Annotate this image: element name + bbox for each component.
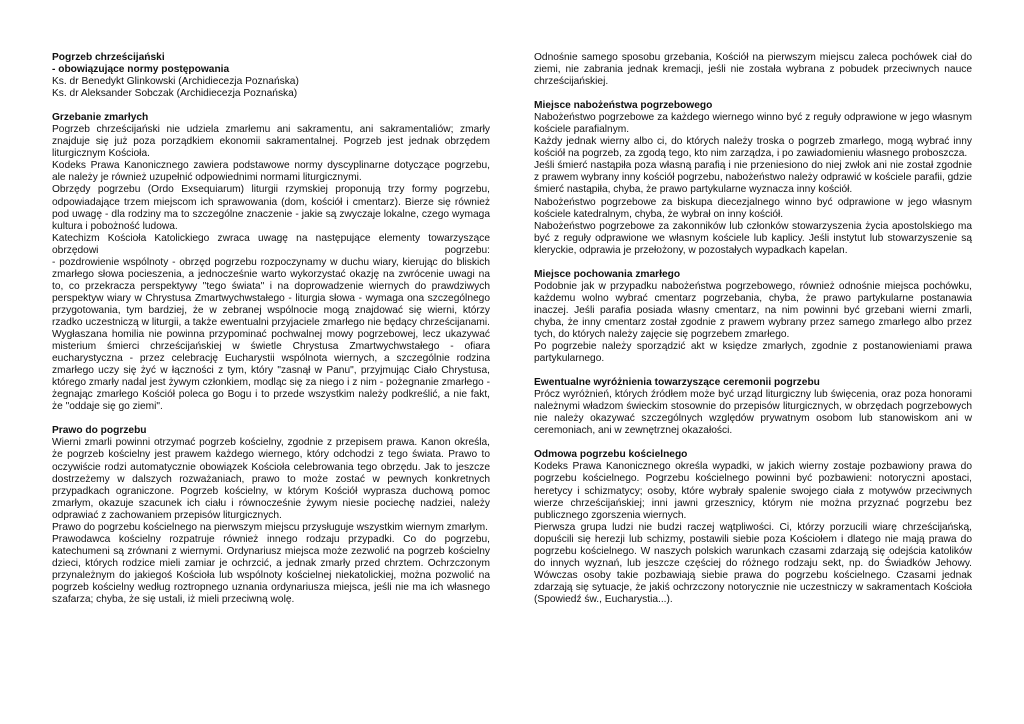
paragraph-nabozenstwo-4: Nabożeństwo pogrzebowe za biskupa diecezjalnego winno być odprawione w jego własnym kościele katedralnym, chyba, że wybrał on inny kościół. [534, 196, 972, 220]
paragraph-prawo-3: Prawodawca kościelny rozpatruje również innego rodzaju przypadki. Co do pogrzebu, katechumeni są zrównani z wiernymi. Ordynariusz miejsca może zezwolić na pogrzeb kościelny dzieci, których rodzice mieli zamiar je ochrzcić, a jednak zmarły przed chrztem. Ochrzczonym przynależnym do jakiegoś Kościoła lub wspólnoty kościelnej niekatolickiej, można pozwolić na pogrzeb kościelny według roztropnego uznania ordynariusza miejsca, jeśli nie ma ich własnego szafarza; chyba, że się ustali, iż mieli przeciwną wolę. [52, 533, 490, 606]
author-2: Ks. dr Aleksander Sobczak (Archidiecezja Poznańska) [52, 88, 298, 100]
document-title-line2: - obowiązujące normy postępowania [52, 64, 230, 76]
paragraph-grzebanie-1: Pogrzeb chrześcijański nie udziela zmarłemu ani sakramentu, ani sakramentaliów; zmarły znajduje się już poza porządkiem ekonomii sakramentalnej. Pogrzeb jest jednak obrzędem liturgicznym Kościoła. [52, 124, 490, 160]
spacer [534, 88, 972, 100]
paragraph-wyroznienia-1: Prócz wyróżnień, których źródłem może być urząd liturgiczny lub święcenia, oraz poza honorami należnymi władzom świeckim stosownie do przepisów liturgicznych, w obrzędach pogrzebowych nie należy okazywać szczególnych względów prywatnym osobom lub stanowiskom ani w ceremoniach, ani w zewnętrznej okazałości. [534, 389, 972, 437]
heading-wyroznienia: Ewentualne wyróżnienia towarzyszące ceremonii pogrzebu [534, 377, 820, 389]
spacer [52, 100, 490, 112]
paragraph-odmowa-1: Kodeks Prawa Kanonicznego określa wypadki, w jakich wierny zostaje pozbawiony prawa do pogrzebu kościelnego. Pogrzebu kościelnego powinni być pozbawieni: notoryczni apostaci, heretycy i schizmatycy; osoby, które wybrały spalenie swojego ciała z motywów przeciwnych wierze chrześcijańskiej; inni jawni grzesznicy, którym nie można przyznać pogrzebu bez publicznego zgorszenia wiernych. [534, 461, 972, 521]
paragraph-pochowanie-2: Po pogrzebie należy sporządzić akt w księdze zmarłych, zgodnie z postanowieniami prawa partykularnego. [534, 341, 972, 365]
paragraph-prawo-2: Prawo do pogrzebu kościelnego na pierwszym miejscu przysługuje wszystkim wiernym zmarłym. [52, 521, 488, 533]
spacer [534, 437, 972, 449]
paragraph-prawo-1: Wierni zmarli powinni otrzymać pogrzeb kościelny, zgodnie z przepisem prawa. Kanon określa, że pogrzeb kościelny jest prawem każdego wiernego, który odchodzi z tego świata. Prawo to oczywiście rodzi automatycznie obowiązek Kościoła celebrowania tego obrzędu. Jak to jeszcze dostrzeżemy w dalszych rozważaniach, prawo to może zostać w pewnych konkretnych przypadkach ograniczone. Pogrzeb kościelny, w którym Kościół wyprasza duchową pomoc zmarłym, okazuje szacunek ich ciału i równocześnie żywym niesie pociechę nadziei, należy odprawiać z zachowaniem przepisów liturgicznych. [52, 437, 490, 521]
paragraph-grzebanie-3: Obrzędy pogrzebu (Ordo Exsequiarum) liturgii rzymskiej proponują trzy formy pogrzebu, odpowiadające trzem miejscom ich sprawowania (dom, kościół i cmentarz). Bierze się również pod uwagę - dla rodziny ma to szczególne znaczenie - jakie są zwyczaje lokalne, czego wymaga kultura i pobożność ludowa. [52, 184, 490, 232]
heading-miejsce-pochowania: Miejsce pochowania zmarłego [534, 268, 681, 280]
paragraph-sposob-1: Odnośnie samego sposobu grzebania, Kościół na pierwszym miejscu zaleca pochówek ciał do ziemi, nie zabrania jednak kremacji, jeśli nie została wybrana z pobudek przeciwnych nauce chrześcijańskiej. [534, 52, 972, 88]
paragraph-grzebanie-4a: Katechizm Kościoła Katolickiego zwraca uwagę na następujące elementy towarzyszące obrzędowi pogrzebu: [52, 232, 490, 256]
paragraph-grzebanie-4b: - pozdrowienie wspólnoty - obrzęd pogrzebu rozpoczynamy w duchu wiary, kierując do bliskich zmarłego słowa pocieszenia, a jednocześnie warto wykorzystać okazję na zwrócenie uwagi na to, co przekracza perspektywy "tego świata" i na doprowadzenie wiernych do prawdziwych perspektyw wiary w Chrystusa Zmartwychwstałego - liturgia słowa - wymaga ona szczególnego przygotowania, tym bardziej, że w zebranej wspólnocie mogą znajdować się wierni, którzy rzadko uczestniczą w liturgii, a także ewentualni przyjaciele zmarłego nie będący chrześcijanami. Wygłaszana homilia nie powinna przypominać pochwalnej mowy pogrzebowej, lecz ukazywać misterium śmierci chrześcijańskiej w świetle Chrystusa Zmartwychwstałego - ofiara eucharystyczna - przez celebrację Eucharystii wspólnota wiernych, a szczególnie rodzina zmarłego uczy się żyć w łączności z tym, który "zasnął w Panu", przyjmując Ciało Chrystusa, którego zmarły nadal jest żywym członkiem, modląc się za niego i z nim - pożegnanie zmarłego - żegnając zmarłego Kościół poleca go Bogu i to przede wszystkim należy podkreślić, a nie fakt, że "oddaje się go ziemi". [52, 256, 490, 413]
document-title-line1: Pogrzeb chrześcijański [52, 52, 165, 63]
paragraph-grzebanie-2: Kodeks Prawa Kanonicznego zawiera podstawowe normy dyscyplinarne dotyczące pogrzebu, ale należy je również uzupełnić odpowiednimi normami liturgicznymi. [52, 160, 490, 184]
spacer [534, 365, 972, 377]
paragraph-nabozenstwo-3: Jeśli śmierć nastąpiła poza własną parafią i nie przeniesiono do niej zwłok ani nie został zgodnie z prawem wybrany inny kościół pogrzebu, nabożeństwo należy odprawić w kościele parafii, gdzie śmierć nastąpiła, chyba, że prawo partykularne wyznacza inny kościół. [534, 160, 972, 196]
spacer [52, 413, 490, 425]
paragraph-odmowa-2: Pierwsza grupa ludzi nie budzi raczej wątpliwości. Ci, którzy porzucili wiarę chrześcijańską, dopuścili się herezji lub schizmy, postawili siebie poza Kościołem i dlatego nie mają prawa do pogrzebu kościelnego. W naszych polskich warunkach czasami zdarzają się odejścia katolików do innych wyznań, lub jeszcze częściej do różnego rodzaju sekt, np. do Świadków Jehowy. Wówczas osoby takie pozbawiają siebie prawa do pogrzebu kościelnego. Czasami jednak zdarzają się sytuacje, że jakiś ochrzczony notorycznie nie uczestniczy w sakramentach Kościoła (Spowiedź św., Eucharystia...). [534, 521, 972, 605]
paragraph-nabozenstwo-1: Nabożeństwo pogrzebowe za każdego wiernego winno być z reguły odprawione w jego własnym kościele parafialnym. [534, 112, 972, 136]
paragraph-nabozenstwo-2: Każdy jednak wierny albo ci, do których należy troska o pogrzeb zmarłego, mogą wybrać inny kościół na pogrzeb, za zgodą tego, kto nim zarządza, i po zawiadomieniu własnego proboszcza. [534, 136, 972, 160]
right-column [534, 52, 972, 606]
spacer [534, 257, 972, 269]
heading-odmowa: Odmowa pogrzebu kościelnego [534, 449, 688, 461]
heading-grzebanie: Grzebanie zmarłych [52, 112, 149, 124]
heading-miejsce-nabozenstwa: Miejsce nabożeństwa pogrzebowego [534, 100, 713, 112]
paragraph-nabozenstwo-5: Nabożeństwo pogrzebowe za zakonników lub członków stowarzyszenia życia apostolskiego ma być z reguły odprawione we własnym kościele lub kaplicy. Jeśli instytut lub stowarzyszenie są kleryckie, odprawia je przełożony, w pozostałych wypadkach kapelan. [534, 220, 972, 256]
left-column [52, 52, 490, 606]
heading-prawo: Prawo do pogrzebu [52, 425, 147, 437]
paragraph-pochowanie-1: Podobnie jak w przypadku nabożeństwa pogrzebowego, również odnośnie miejsca pochówku, każdemu wolno wybrać cmentarz pogrzebania, chyba, że prawo partykularne postanawia inaczej. Jeśli parafia posiada własny cmentarz, na nim powinni być grzebani wierni zmarli, chyba, że inny cmentarz został zgodnie z prawem wybrany przez samego zmarłego albo przez tych, do których należy zajęcie się pogrzebem zmarłego. [534, 280, 972, 340]
author-1: Ks. dr Benedykt Glinkowski (Archidiecezja Poznańska) [52, 76, 299, 88]
